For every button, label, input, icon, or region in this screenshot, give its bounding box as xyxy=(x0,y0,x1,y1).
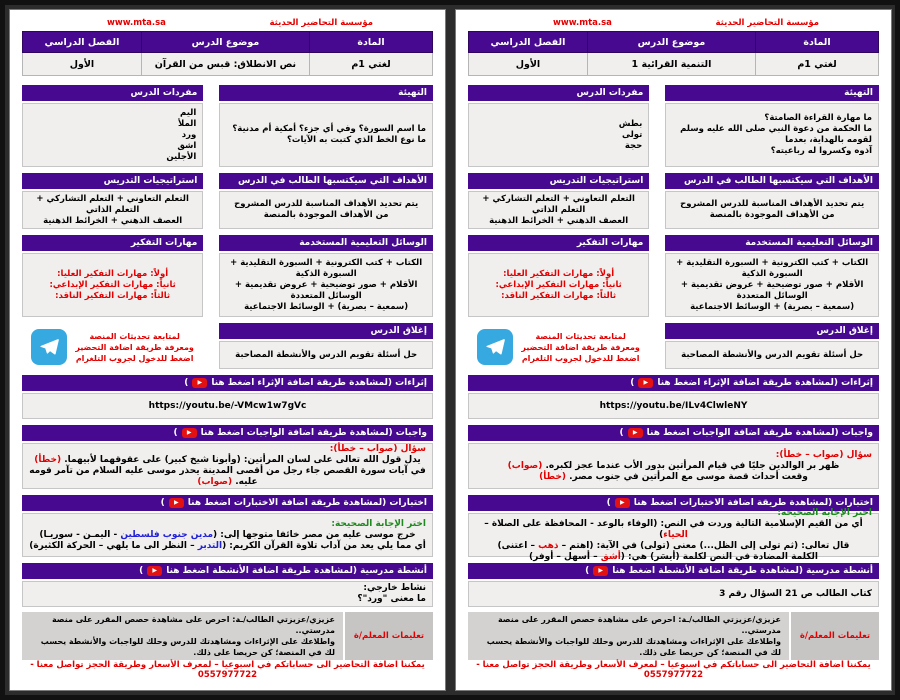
enrichment-header-link[interactable] xyxy=(468,375,879,391)
section-vocabulary xyxy=(22,85,203,167)
website-link[interactable]: www.mta.sa xyxy=(107,18,166,28)
section-title: واجبات (لمشاهدة طريقة اضافة الواجبات اضغط هنا xyxy=(200,428,427,438)
section-title: مهارات التفكير xyxy=(130,238,198,248)
section-header-tahyia xyxy=(219,85,433,101)
homework-header-link[interactable] xyxy=(468,425,879,441)
section-header-objectives xyxy=(665,173,879,189)
section-header-tahyia xyxy=(665,85,879,101)
section-header-vocabulary xyxy=(22,85,203,101)
telegram-icon[interactable] xyxy=(31,329,67,365)
section-title: مهارات التفكير xyxy=(576,238,644,248)
paren-close: ) xyxy=(630,378,635,388)
col-header-semester: الفصل الدراسي xyxy=(469,32,588,53)
page-header-line xyxy=(22,16,433,31)
section-title: إغلاق الدرس xyxy=(816,326,873,336)
youtube-play-icon[interactable]: ▶ xyxy=(192,378,207,388)
table-row xyxy=(23,53,433,76)
section-header-strategies xyxy=(468,173,649,189)
aids-content: الكتاب + كتب الكترونية + السبورة التقليدية + السبورة الذكية الأقلام + صور توضيحية + عروض تقديمية + الوسائل المتعددة (سمعية – بصرية) + الوسائط الاجتماعية xyxy=(665,253,879,317)
youtube-play-icon[interactable]: ▶ xyxy=(638,378,653,388)
aids-content: الكتاب + كتب الكترونية + السبورة التقليدية + السبورة الذكية الأقلام + صور توضيحية + عروض تقديمية + الوسائل المتعددة (سمعية – بصرية) + الوسائط الاجتماعية xyxy=(219,253,433,317)
section-homework xyxy=(22,425,433,489)
youtube-play-icon[interactable]: ▶ xyxy=(182,428,197,438)
strategies-content: التعلم التعاوني + التعلم التشاركي + التعلم الذاتي العصف الذهني + الخرائط الذهنية xyxy=(468,191,649,229)
section-title: واجبات (لمشاهدة طريقة اضافة الواجبات اضغط هنا xyxy=(646,428,873,438)
col-header-semester: الفصل الدراسي xyxy=(23,32,142,53)
topic-value: التنمية القرائية 1 xyxy=(587,53,755,76)
section-tahyia xyxy=(665,85,879,167)
tahyia-content: ما مهارة القراءة الصامتة؟ ما الحكمة من دعوة النبي صلى الله عليه وسلم لقومه بالهداية، بعدما آذوه وكسروا له رباعيته؟ xyxy=(665,103,879,167)
objectives-content: يتم تحديد الأهداف المناسبة للدرس المشروح من الأهداف الموجودة بالمنصة xyxy=(219,191,433,229)
closing-content: حل أسئلة تقويم الدرس والأنشطة المصاحبة xyxy=(665,341,879,369)
section-header-objectives xyxy=(219,173,433,189)
homework-header-link[interactable] xyxy=(22,425,433,441)
youtube-play-icon[interactable]: ▶ xyxy=(593,566,608,576)
activities-header-link[interactable] xyxy=(468,563,879,579)
section-tests xyxy=(22,495,433,557)
section-teaching-aids xyxy=(665,235,879,317)
col-header-topic: موضوع الدرس xyxy=(141,32,309,53)
section-title: اختبارات (لمشاهدة طريقة اضافة الاختبارات اضغط هنا xyxy=(633,498,873,508)
website-link[interactable]: www.mta.sa xyxy=(553,18,612,28)
table-row xyxy=(469,53,879,76)
section-header-strategies xyxy=(22,173,203,189)
topic-value: نص الانطلاق: قبس من القرآن xyxy=(141,53,309,76)
tests-content: اختر الإجابة الصحيحة: خرج موسى عليه من مصر خائفا متوجها إلى: (مدين جنوب فلسطين - اليمـن - سوريـا) أي مما يلي يعد من آداب تلاوة القرآن الكريم: (التدبر – النظر الى ما يلهي – الحركة الكثيرة) xyxy=(22,513,433,557)
telegram-note-text: لمتابعة تحديثات المنصة ومعرفة طريقة اضافة التحضير اضغط للدخول لجروب التلغرام xyxy=(521,331,640,363)
section-title: الأهداف التي سيكتسبها الطالب في الدرس xyxy=(683,176,873,186)
semester-value: الأول xyxy=(23,53,142,76)
homework-content: سؤال (صواب – خطأ): ظهر بر الوالدين جليًا في قيام المرأتين بدور الأب عندما عجز لكبره. (صواب) وقعت أحداث قصة موسى مع المرأتين في جنوب مصر. (خطأ) xyxy=(468,443,879,489)
section-objectives xyxy=(219,173,433,229)
semester-value: الأول xyxy=(469,53,588,76)
thinking-skills-content: أولاً: مهارات التفكير العليا: ثانياً: مهارات التفكير الإبداعي: ثالثاً: مهارات التفكير الناقد: xyxy=(22,253,203,317)
enrichment-url-link[interactable]: https://youtu.be/ILv4ClwleNY xyxy=(468,393,879,419)
subject-value: لغتي 1م xyxy=(310,53,433,76)
section-title: أنشطة مدرسية (لمشاهدة طريقة اضافة الأنشطة اضغط هنا xyxy=(612,566,873,576)
section-title: الوسائل التعليمية المستخدمة xyxy=(745,238,873,248)
youtube-play-icon[interactable]: ▶ xyxy=(615,498,630,508)
section-thinking-skills xyxy=(22,235,203,317)
vocabulary-content: اليم الملأ ورد اشق الأجلين xyxy=(22,103,203,167)
teacher-instructions-text: عزيزي/عزيزتي الطالب/ـة: احرص على مشاهدة حصص المقرر على منصة مدرستي.. واطلاعك على الإثراءات ومشاهدتك للدرس وحلك للواجبات والأنشطة يحسب لك في المنصة؛ كن حريصا على ذلك. xyxy=(22,612,343,660)
section-header-aids xyxy=(665,235,879,251)
paren-close: ) xyxy=(619,428,624,438)
section-header-aids xyxy=(219,235,433,251)
col-header-topic: موضوع الدرس xyxy=(587,32,755,53)
telegram-icon[interactable] xyxy=(477,329,513,365)
teacher-instructions-row xyxy=(468,612,879,660)
lesson-info-table xyxy=(22,31,433,76)
paren-close: ) xyxy=(173,428,178,438)
section-closing xyxy=(665,323,879,369)
section-header-closing xyxy=(665,323,879,339)
section-activities xyxy=(22,563,433,607)
section-homework xyxy=(468,425,879,489)
telegram-join-link[interactable] xyxy=(22,325,203,369)
section-closing xyxy=(219,323,433,369)
paren-close: ) xyxy=(184,378,189,388)
section-title: الوسائل التعليمية المستخدمة xyxy=(299,238,427,248)
section-teaching-aids xyxy=(219,235,433,317)
tests-header-link[interactable] xyxy=(22,495,433,511)
telegram-note-text: لمتابعة تحديثات المنصة ومعرفة طريقة اضافة التحضير اضغط للدخول لجروب التلغرام xyxy=(75,331,194,363)
tests-content: اختر الإجابة الصحيحة: أي من القيم الإسلامية التالية وردت في النص: (الوفاء بالوعد - المحافظة على الصلاة – الحياء) قال تعالى: (ثم تولى إلى الظل...) معنى (تولى) في الآية: (اهتم – ذهب – اعتنى) الكلمة المضادة في النص لكلمة (أيسَر) هي: (أشق – أسهل – أوفر) xyxy=(468,513,879,557)
enrichment-url-link[interactable]: https://youtu.be/-VMcw1w7gVc xyxy=(22,393,433,419)
lesson-prep-page xyxy=(455,9,892,691)
paren-close: ) xyxy=(139,566,144,576)
contact-footer: يمكننا اضافة التحاضير الى حساباتكم في اسبوعيا – لمعرف الأسعار وطريقة الحجز تواصل معنا - 0557977722 xyxy=(476,660,871,680)
contact-footer: يمكننا اضافة التحاضير الى حساباتكم في اسبوعيا – لمعرف الأسعار وطريقة الحجز تواصل معنا - 0557977722 xyxy=(30,660,425,680)
org-name: مؤسسة التحاضير الحديثة xyxy=(269,18,373,28)
section-header-thinking xyxy=(468,235,649,251)
section-title: أنشطة مدرسية (لمشاهدة طريقة اضافة الأنشطة اضغط هنا xyxy=(166,566,427,576)
section-thinking-skills xyxy=(468,235,649,317)
section-title: استراتيجيات التدريس xyxy=(549,176,644,186)
teacher-instructions-text: عزيزي/عزيزتي الطالب/ـة: احرص على مشاهدة حصص المقرر على منصة مدرستي.. واطلاعك على الإثراءات ومشاهدتك للدرس وحلك للواجبات والأنشطة يحسب لك في المنصة؛ كن حريصا على ذلك. xyxy=(468,612,789,660)
lesson-info-table xyxy=(468,31,879,76)
section-title: إثراءات (لمشاهدة طريقة اضافة الإثراء اضغط هنا xyxy=(211,378,427,388)
section-objectives xyxy=(665,173,879,229)
paren-close: ) xyxy=(585,566,590,576)
section-tahyia xyxy=(219,85,433,167)
vocabulary-content: بطش تولى حجة xyxy=(468,103,649,167)
section-title: التهيئة xyxy=(844,88,873,98)
teacher-instructions-row xyxy=(22,612,433,660)
activities-content: كتاب الطالب ص 21 السؤال رقم 3 xyxy=(468,581,879,607)
activities-content: نشاط خارجي: ما معنى "ورد"؟ xyxy=(22,581,433,607)
section-title: إغلاق الدرس xyxy=(370,326,427,336)
teacher-instructions-label: تعليمات المعلم/ة xyxy=(345,612,433,660)
table-row xyxy=(23,32,433,53)
section-header-vocabulary xyxy=(468,85,649,101)
paren-close: ) xyxy=(606,498,611,508)
thinking-skills-content: أولاً: مهارات التفكير العليا: ثانياً: مهارات التفكير الإبداعي: ثالثاً: مهارات التفكير الناقد: xyxy=(468,253,649,317)
youtube-play-icon[interactable]: ▶ xyxy=(147,566,162,576)
table-row xyxy=(469,32,879,53)
section-header-closing xyxy=(219,323,433,339)
lesson-prep-page xyxy=(9,9,446,691)
section-enrichment xyxy=(468,375,879,419)
section-tests xyxy=(468,495,879,562)
activities-header-link[interactable] xyxy=(22,563,433,579)
teacher-instructions-label: تعليمات المعلم/ة xyxy=(791,612,879,660)
subject-value: لغتي 1م xyxy=(756,53,879,76)
section-title: استراتيجيات التدريس xyxy=(103,176,198,186)
section-title: مفردات الدرس xyxy=(130,88,198,98)
org-name: مؤسسة التحاضير الحديثة xyxy=(715,18,819,28)
strategies-content: التعلم التعاوني + التعلم التشاركي + التعلم الذاتي العصف الذهني + الخرائط الذهنية xyxy=(22,191,203,229)
section-strategies xyxy=(22,173,203,229)
section-strategies xyxy=(468,173,649,229)
section-vocabulary xyxy=(468,85,649,167)
section-title: اختبارات (لمشاهدة طريقة اضافة الاختبارات اضغط هنا xyxy=(187,498,427,508)
section-title: الأهداف التي سيكتسبها الطالب في الدرس xyxy=(237,176,427,186)
section-title: مفردات الدرس xyxy=(576,88,644,98)
youtube-play-icon[interactable]: ▶ xyxy=(628,428,643,438)
tahyia-content: ما اسم السورة؟ وفي أي جزء؟ أمكية أم مدنية؟ ما نوع الخط الذي كتبت به الآيات؟ xyxy=(219,103,433,167)
col-header-subject: المادة xyxy=(310,32,433,53)
section-title: التهيئة xyxy=(398,88,427,98)
objectives-content: يتم تحديد الأهداف المناسبة للدرس المشروح من الأهداف الموجودة بالمنصة xyxy=(665,191,879,229)
pages-container xyxy=(9,9,892,691)
telegram-join-link[interactable] xyxy=(468,325,649,369)
paren-close: ) xyxy=(160,498,165,508)
youtube-play-icon[interactable]: ▶ xyxy=(169,498,184,508)
closing-content: حل أسئلة تقويم الدرس والأنشطة المصاحبة xyxy=(219,341,433,369)
homework-content: سؤال (صواب – خطأ): يدل قول الله تعالى على لسان المرأتين: (وأبونا شيخ كبير) على عقوقهما لأبيهما. (خطأ) في آيات سورة القصص جاء رجل من أقصى المدينة يحذر موسى عليه السلام من تآمر قومه عليه. (صواب) xyxy=(22,443,433,489)
section-header-thinking xyxy=(22,235,203,251)
page-header-line xyxy=(468,16,879,31)
enrichment-header-link[interactable] xyxy=(22,375,433,391)
section-activities xyxy=(468,563,879,607)
section-enrichment xyxy=(22,375,433,419)
col-header-subject: المادة xyxy=(756,32,879,53)
section-title: إثراءات (لمشاهدة طريقة اضافة الإثراء اضغط هنا xyxy=(657,378,873,388)
